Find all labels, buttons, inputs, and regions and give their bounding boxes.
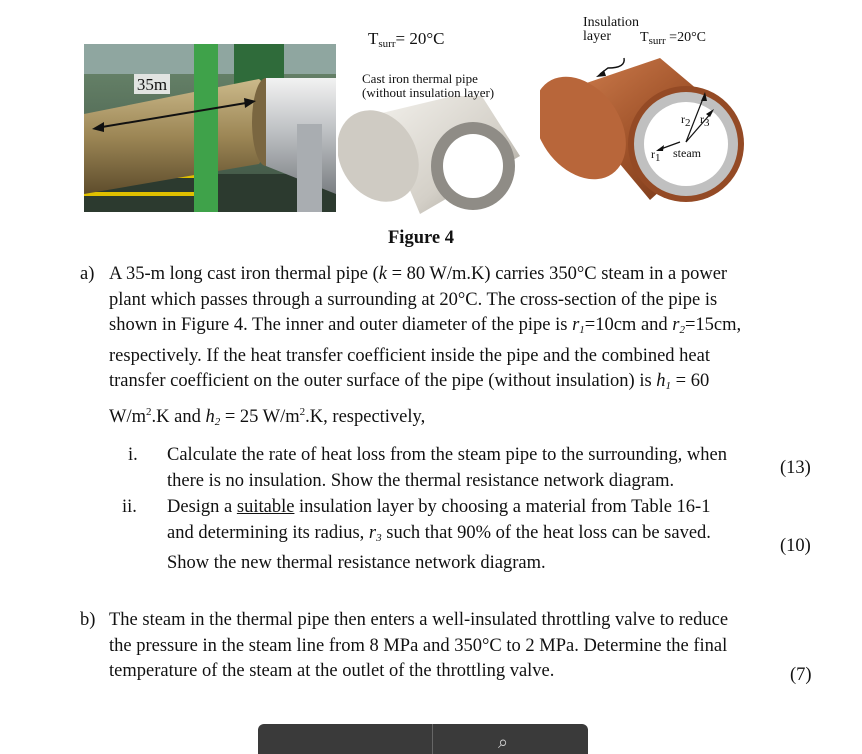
sub-i-text: Calculate the rate of heat loss from the steam pipe to the surrounding, when there is no insulation. Show the thermal resistance network diagram. <box>167 445 727 491</box>
cast-iron-pipe-diagram <box>338 96 528 214</box>
sub-i-label: i. <box>128 445 138 465</box>
pipe-photo <box>84 44 336 212</box>
qa-line-5: transfer coefficient on the outer surface of the pipe (without insulation) is $h_1 = 60$ <box>109 371 710 392</box>
sub-ii-marks: (10) <box>780 536 811 556</box>
length-label: 35m <box>136 75 168 94</box>
r1-label: $r_1$ <box>651 147 661 164</box>
qa-line-6: $W/m^2.K$ and $h_2 = 25$ $W/m^2.K$, respectively, <box>109 405 426 428</box>
toolbar-icon[interactable]: ⌕ <box>498 732 509 753</box>
qa-line-3: shown in Figure 4. The inner and outer diameter of the pipe is $r_1=10cm$ and $r_2=15cm$, <box>109 315 742 336</box>
qa-line-2: plant which passes through a surrounding at 20°C. The cross-section of the pipe is <box>109 289 718 310</box>
sub-ii-text: Design a suitable insulation layer by choosing a material from Table 16-1 and determining its radius, $r_3$ such that 90% of the heat loss can be saved. Show the new thermal resistance network diagram. <box>167 497 711 573</box>
qa-line-1: A 35-m long cast iron thermal pipe (k = 80 W/m.K) carries 350°C steam in a power <box>109 264 728 284</box>
insulated-pipe-diagram <box>540 52 750 208</box>
question-a-label: a) <box>80 264 95 284</box>
pipe-plain-tsurr: $T_{surr}= 20^\circ C$ <box>368 29 445 50</box>
bottom-toolbar[interactable] <box>258 724 588 754</box>
question-b-text: The steam in the thermal pipe then enters a well-insulated throttling valve to reduce the pressure in the steam line from 8 MPa and 350°C to 2 MPa. Determine the final temperature of the steam at the outlet of the throttling valve. <box>109 610 729 681</box>
question-b-label: b) <box>80 610 96 630</box>
pipe-insulated-tsurr: $T_{surr} =20^\circ C$ <box>640 30 707 47</box>
toolbar-divider <box>432 724 433 754</box>
question-a-text <box>109 262 769 435</box>
pipe-plain-caption: Cast iron thermal pipe (without insulation layer) <box>362 71 495 100</box>
steam-label: steam <box>673 146 701 160</box>
sub-i-marks: (13) <box>780 458 811 478</box>
insulation-label: Insulation layer <box>583 15 639 44</box>
qa-line-4: respectively. If the heat transfer coefficient inside the pipe and the combined heat <box>109 345 710 366</box>
question-b-marks: (7) <box>790 665 812 685</box>
sub-ii-label: ii. <box>122 497 137 517</box>
r3-label: $r_3$ <box>700 112 710 129</box>
figure-caption: Figure 4 <box>388 228 454 248</box>
r2-label: $r_2$ <box>681 112 691 129</box>
